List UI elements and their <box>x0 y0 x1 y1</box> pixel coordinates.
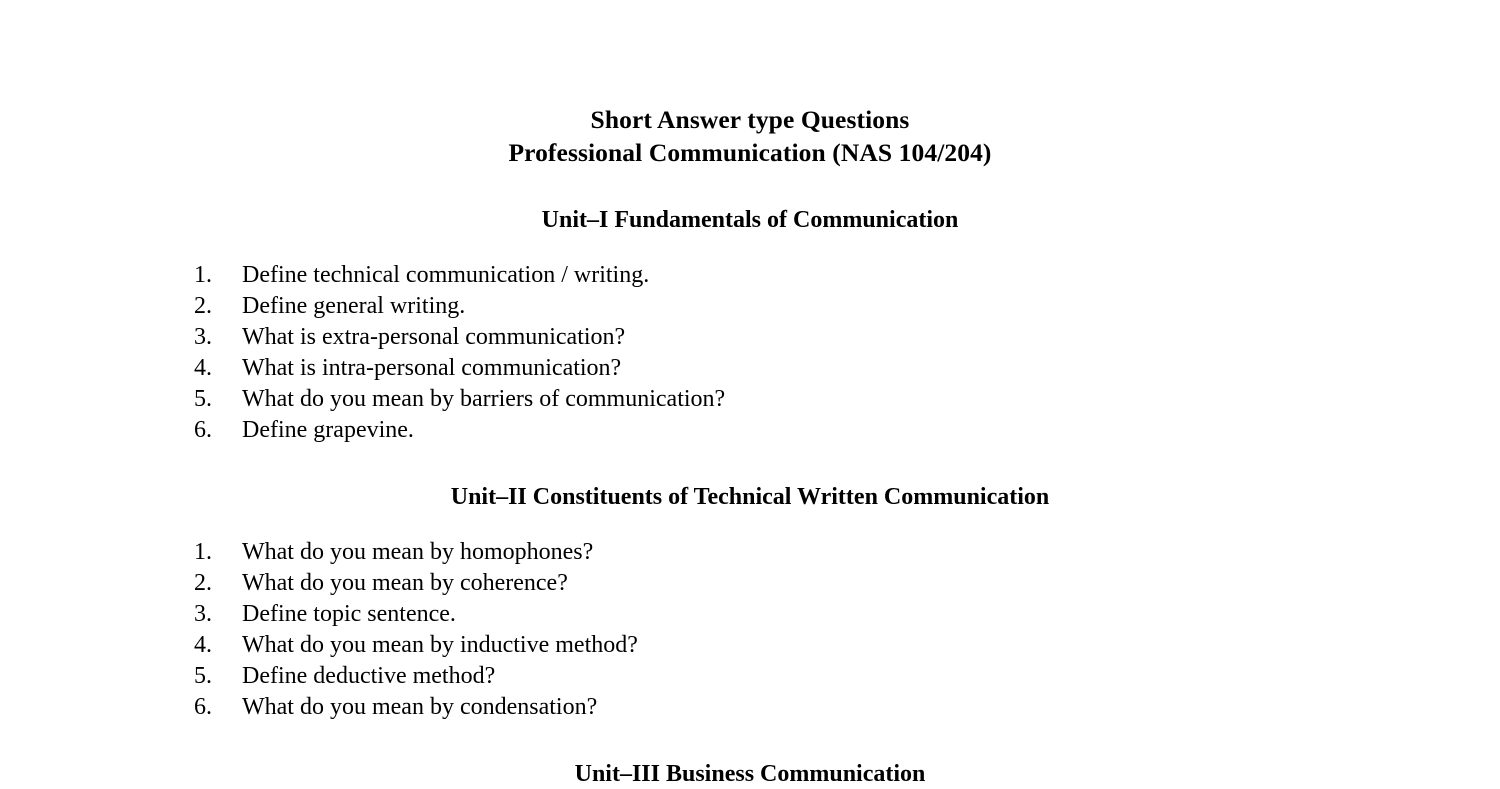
list-item-text: Define grapevine. <box>242 417 414 443</box>
list-item-number: 1. <box>194 262 212 288</box>
list-item-number: 1. <box>194 539 212 565</box>
list-item-text: Define general writing. <box>242 293 466 319</box>
list-item-text: What is extra-personal communication? <box>242 324 626 350</box>
list-item <box>0 599 1500 630</box>
list-item-number: 5. <box>194 663 212 689</box>
list-item-number: 5. <box>194 386 212 412</box>
question-list-unit-1 <box>0 260 1500 446</box>
list-item-number: 2. <box>194 570 212 596</box>
document-title-block <box>0 103 1500 169</box>
list-item <box>0 415 1500 446</box>
question-list-unit-2 <box>0 537 1500 723</box>
list-item <box>0 537 1500 568</box>
list-item <box>0 291 1500 322</box>
list-item-number: 4. <box>194 632 212 658</box>
list-item-text: What do you mean by barriers of communication? <box>242 386 726 412</box>
list-item-number: 4. <box>194 355 212 381</box>
list-item-text: Define topic sentence. <box>242 601 456 627</box>
list-item-text: Define technical communication / writing. <box>242 262 650 288</box>
list-item-number: 3. <box>194 601 212 627</box>
section-heading-unit-2: Unit–II Constituents of Technical Written Communication <box>450 484 1050 510</box>
list-item-number: 6. <box>194 417 212 443</box>
list-item-number: 6. <box>194 694 212 720</box>
page-title-line-1: Short Answer type Questions <box>590 105 910 134</box>
list-item-number: 2. <box>194 293 212 319</box>
section-heading-unit-3: Unit–III Business Communication <box>574 761 926 787</box>
list-item-text: What do you mean by homophones? <box>242 539 594 565</box>
list-item <box>0 692 1500 723</box>
list-item-text: Define deductive method? <box>242 663 496 689</box>
list-item <box>0 384 1500 415</box>
list-item <box>0 260 1500 291</box>
list-item <box>0 322 1500 353</box>
list-item <box>0 630 1500 661</box>
page-title-line-2: Professional Communication (NAS 104/204) <box>508 138 992 167</box>
list-item-text: What do you mean by coherence? <box>242 570 568 596</box>
list-item-text: What is intra-personal communication? <box>242 355 622 381</box>
section-heading-unit-1: Unit–I Fundamentals of Communication <box>541 207 959 233</box>
list-item <box>0 353 1500 384</box>
list-item <box>0 661 1500 692</box>
list-item-text: What do you mean by condensation? <box>242 694 598 720</box>
list-item-text: What do you mean by inductive method? <box>242 632 638 658</box>
list-item-number: 3. <box>194 324 212 350</box>
list-item <box>0 568 1500 599</box>
